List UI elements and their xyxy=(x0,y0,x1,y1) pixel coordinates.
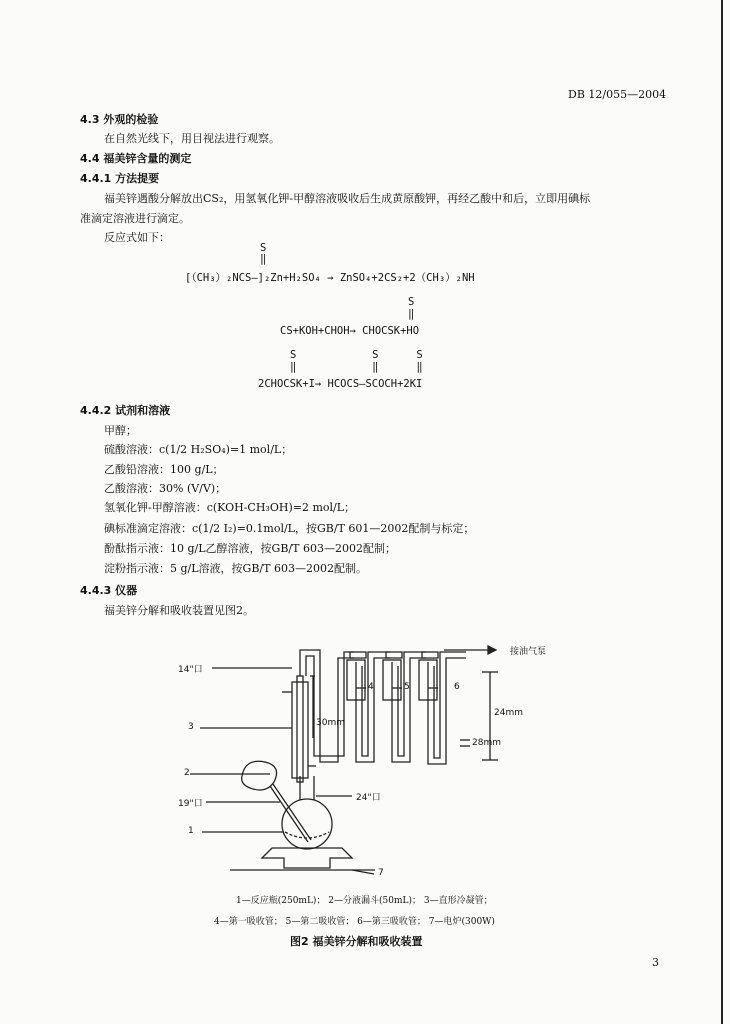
scan-edge-line xyxy=(721,0,723,1024)
figure-legend-line1: 1—反应瓶(250mL)； 2—分液漏斗(50mL)； 3—直形冷凝管； xyxy=(236,896,493,906)
label-3: 3 xyxy=(188,722,194,732)
section-4-4-3-title: 4.4.3 仪器 xyxy=(80,584,138,597)
reagent-item: 淀粉指示液：5 g/L溶液，按GB/T 603—2002配制。 xyxy=(104,562,367,575)
equation-3: 2CHOCSK+I→ HCOCS—SCOCH+2KI xyxy=(258,378,423,390)
section-4-3-text: 在自然光线下，用目视法进行观察。 xyxy=(104,132,280,145)
reagent-item: 酚酞指示液：10 g/L乙醇溶液，按GB/T 603—2002配制； xyxy=(104,542,396,555)
dropping-funnel xyxy=(242,761,277,790)
figure-legend-line2: 4—第一吸收管； 5—第二吸收管； 6—第三吸收管； 7—电炉(300W) xyxy=(214,917,495,927)
section-4-3-title: 4.3 外观的检验 xyxy=(80,113,159,126)
dimension-24mm: 24mm xyxy=(494,708,523,718)
method-summary-line2: 准滴定溶液进行滴定。 xyxy=(80,212,190,225)
label-6: 6 xyxy=(454,682,460,692)
label-1: 1 xyxy=(188,826,194,836)
section-4-4-1-title: 4.4.1 方法提要 xyxy=(80,172,160,185)
equation-1: [（CH₃）₂NCS—]₂Zn+H₂SO₄ → ZnSO₄+2CS₂+2（CH₃）₂NH xyxy=(185,272,475,284)
hot-plate xyxy=(262,848,352,868)
method-summary-line1: 福美锌遇酸分解放出CS₂，用氢氧化钾-甲醇溶液吸收后生成黄原酸钾，再经乙酸中和后，立即用碘标 xyxy=(104,192,591,205)
reagent-item: 乙酸溶液：30% (V/V)； xyxy=(104,482,227,495)
reagent-item: 氢氧化钾-甲醇溶液：c(KOH-CH₃OH)=2 mol/L； xyxy=(104,501,356,514)
label-14-port: 14"口 xyxy=(178,665,203,675)
equation-2: CS+KOH+CHOH→ CHOCSK+HO xyxy=(280,325,420,337)
label-2: 2 xyxy=(184,768,190,778)
label-19-port: 19"口 xyxy=(178,799,203,809)
eq3-sulfurs: S S S xyxy=(290,349,423,361)
reaction-intro: 反应式如下： xyxy=(104,231,170,244)
dimension-28mm: 28mm xyxy=(472,738,501,748)
reagent-item: 乙酸铅溶液：100 g/L； xyxy=(104,463,224,476)
standard-code: DB 12/055—2004 xyxy=(568,88,667,101)
section-4-4-2-title: 4.4.2 试剂和溶液 xyxy=(80,404,171,417)
apparatus-figure xyxy=(170,636,580,880)
dimension-30mm: 30mm xyxy=(316,718,345,728)
label-4: 4 xyxy=(368,682,374,692)
section-4-4-title: 4.4 福美锌含量的测定 xyxy=(80,152,192,165)
pump-label: 接油气泵 xyxy=(510,647,547,657)
eq2-bond: ‖ xyxy=(408,308,415,320)
eq3-bonds: ‖ ‖ ‖ xyxy=(290,361,423,373)
reagent-item: 碘标准滴定溶液：c(1/2 I₂)=0.1mol/L，按GB/T 601—2002配制与标定； xyxy=(104,522,475,535)
eq2-sulfur: S xyxy=(408,296,415,308)
label-24-port: 24"口 xyxy=(356,793,381,803)
label-5: 5 xyxy=(404,682,410,692)
eq1-sulfur: S xyxy=(260,242,267,254)
eq1-bond: ‖ xyxy=(260,253,267,265)
figure-caption: 图2 福美锌分解和吸收装置 xyxy=(290,935,423,948)
reagent-item: 甲醇； xyxy=(104,424,137,437)
apparatus-drawing xyxy=(170,636,580,880)
label-7: 7 xyxy=(378,868,384,878)
apparatus-text: 福美锌分解和吸收装置见图2。 xyxy=(104,604,254,617)
straight-condenser xyxy=(292,682,308,778)
reagent-item: 硫酸溶液：c(1/2 H₂SO₄)=1 mol/L； xyxy=(104,443,293,456)
page-number: 3 xyxy=(652,956,659,969)
